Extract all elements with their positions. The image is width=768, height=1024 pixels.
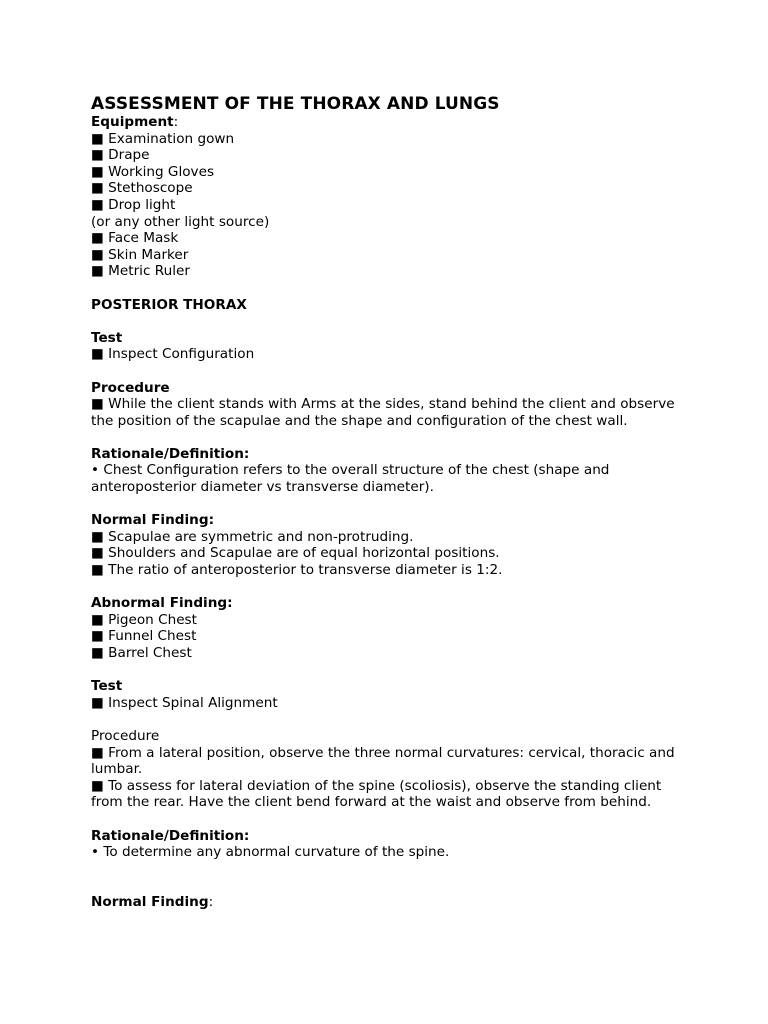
spacer bbox=[91, 579, 691, 596]
document-title: ASSESSMENT OF THE THORAX AND LUNGS bbox=[91, 94, 500, 114]
spacer bbox=[91, 363, 691, 380]
normal-finding-item: ■ Scapulae are symmetric and non-protruding. bbox=[91, 528, 414, 545]
abnormal-finding-item: ■ Barrel Chest bbox=[91, 645, 192, 661]
equipment-item: ■ Drape bbox=[91, 147, 150, 164]
rationale-heading: Rationale/Definition: bbox=[91, 827, 250, 844]
equipment-note: (or any other light source) bbox=[91, 213, 270, 230]
procedure-heading: Procedure bbox=[91, 727, 160, 744]
procedure-heading: Procedure bbox=[91, 379, 170, 396]
spacer bbox=[91, 711, 691, 728]
normal-finding-heading bbox=[91, 894, 691, 911]
equipment-item: ■ Stethoscope bbox=[91, 180, 193, 197]
abnormal-finding-item: ■ Funnel Chest bbox=[91, 628, 197, 645]
equipment-item: ■ Face Mask bbox=[91, 230, 179, 247]
spacer bbox=[91, 280, 691, 297]
normal-finding-heading-label: Normal Finding bbox=[91, 893, 209, 910]
rationale-heading: Rationale/Definition: bbox=[91, 445, 250, 462]
equipment-heading-label: Equipment bbox=[91, 114, 174, 130]
normal-finding-item: ■ Shoulders and Scapulae are of equal horizontal positions. bbox=[91, 545, 500, 562]
section-heading-posterior-thorax: POSTERIOR THORAX bbox=[91, 296, 247, 313]
normal-finding-heading: Normal Finding: bbox=[91, 512, 215, 529]
equipment-item: ■ Working Gloves bbox=[91, 163, 215, 180]
document-page bbox=[91, 94, 691, 911]
spacer bbox=[91, 496, 691, 513]
equipment-item: ■ Skin Marker bbox=[91, 246, 189, 263]
test-item: ■ Inspect Spinal Alignment bbox=[91, 694, 278, 711]
equipment-heading-colon: : bbox=[173, 114, 179, 130]
abnormal-finding-item: ■ Pigeon Chest bbox=[91, 611, 197, 628]
equipment-item: ■ Drop light bbox=[91, 196, 176, 213]
abnormal-finding-heading: Abnormal Finding: bbox=[91, 595, 233, 612]
spacer bbox=[91, 811, 691, 828]
equipment-heading bbox=[91, 114, 691, 131]
test-item: ■ Inspect Configuration bbox=[91, 346, 255, 363]
test-heading: Test bbox=[91, 678, 123, 695]
spacer bbox=[91, 662, 691, 679]
spacer bbox=[91, 313, 691, 330]
normal-finding-heading-colon: : bbox=[208, 893, 214, 910]
normal-finding-item: ■ The ratio of anteroposterior to transverse diameter is 1:2. bbox=[91, 562, 503, 579]
rationale-text: • To determine any abnormal curvature of the spine. bbox=[91, 844, 450, 861]
spacer bbox=[91, 429, 691, 446]
procedure-text: ■ While the client stands with Arms at the sides, stand behind the client and observe the position of the scapulae and the shape and configuration of the chest wall. bbox=[91, 396, 675, 429]
equipment-item: ■ Examination gown bbox=[91, 130, 235, 147]
procedure-item: ■ From a lateral position, observe the three normal curvatures: cervical, thoracic and lumbar. bbox=[91, 744, 675, 778]
spacer bbox=[91, 861, 691, 894]
procedure-item: ■ To assess for lateral deviation of the spine (scoliosis), observe the standing client from the rear. Have the client bend forward at the waist and observe from behind. bbox=[91, 777, 662, 811]
equipment-item: ■ Metric Ruler bbox=[91, 263, 190, 280]
test-heading: Test bbox=[91, 329, 123, 346]
rationale-text: • Chest Configuration refers to the overall structure of the chest (shape and anteroposterior diameter vs transverse diameter). bbox=[91, 462, 610, 496]
